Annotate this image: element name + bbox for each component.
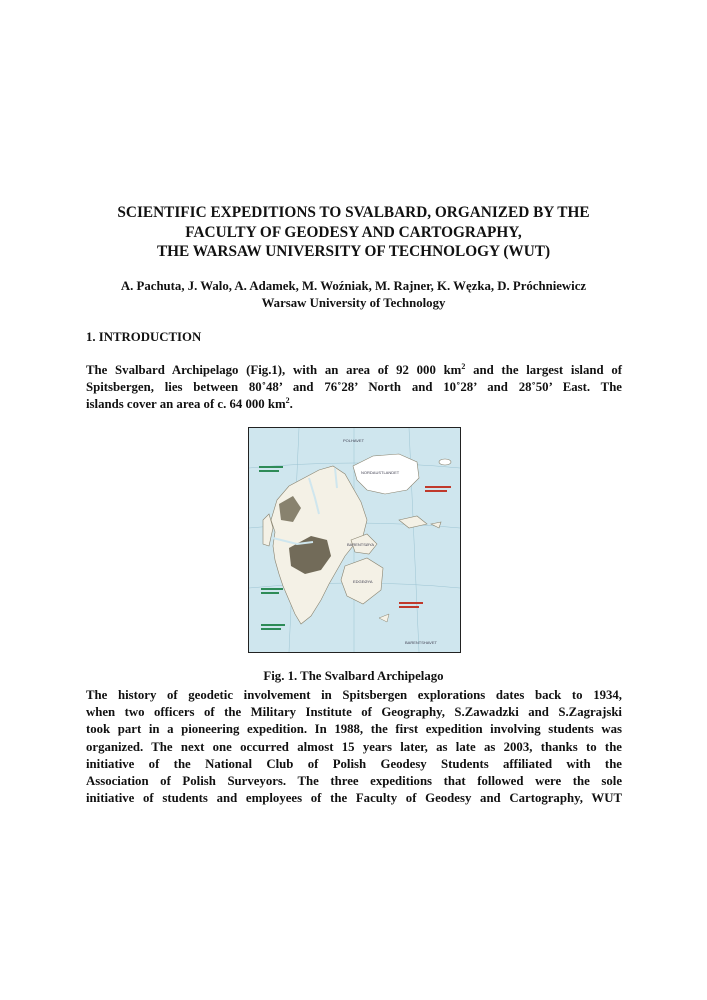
- intro-paragraph: [86, 362, 622, 414]
- title-line-3: THE WARSAW UNIVERSITY OF TECHNOLOGY (WUT): [156, 243, 551, 260]
- title-line-2: FACULTY OF GEODESY AND CARTOGRAPHY,: [185, 223, 522, 241]
- history-line-3: took part in a pioneering expedition. In 1988, the first expedition involving students was: [86, 722, 622, 737]
- map-label-barentsoya: BARENTSØYA: [347, 542, 375, 547]
- superscript-2: 2: [461, 362, 466, 371]
- intro-line-1-text-end: and the largest island of: [465, 363, 622, 377]
- superscript-2: 2: [285, 396, 290, 406]
- section-heading-introduction: 1. INTRODUCTION: [86, 330, 202, 344]
- map-label-polhavet: POLHAVET: [343, 438, 365, 443]
- paper-title: [60, 203, 647, 262]
- figure-caption: Fig. 1. The Svalbard Archipelago: [263, 669, 444, 683]
- map-island-kvitoya: [439, 459, 451, 465]
- history-line-4: organized. The next one occurred almost 15 years later, as late as 2003, thanks to the: [86, 739, 622, 754]
- history-line-6: Association of Polish Surveyors. The three expeditions that followed were the sole: [86, 773, 622, 788]
- intro-line-1-text: The Svalbard Archipelago (Fig.1), with an area of 92 000 km: [86, 363, 462, 377]
- intro-line-3: [86, 396, 622, 413]
- author-names: A. Pachuta, J. Walo, A. Adamek, M. Woźniak, M. Rajner, K. Węzka, D. Próchniewicz: [120, 279, 587, 293]
- history-line-2: when two officers of the Military Institute of Geography, S.Zawadzki and S.Zagrajski: [86, 705, 622, 720]
- history-line-5: initiative of the National Club of Polish Geodesy Students affiliated with the: [86, 756, 622, 771]
- history-line-1: The history of geodetic involvement in Spitsbergen explorations dates back to 1934,: [86, 688, 622, 702]
- author-block: [60, 278, 647, 312]
- history-paragraph: [86, 687, 622, 807]
- intro-line-1: [86, 362, 622, 379]
- intro-line-3-text-end: .: [289, 397, 293, 412]
- map-label-nordaustlandet: NORDAUSTLANDET: [361, 470, 400, 475]
- intro-line-3-text: islands cover an area of c. 64 000 km: [86, 397, 286, 412]
- author-affiliation: Warsaw University of Technology: [261, 296, 446, 310]
- map-label-barentshavet: BARENTSHAVET: [405, 640, 437, 645]
- history-line-7: initiative of students and employees of the Faculty of Geodesy and Cartography, WUT: [86, 791, 622, 806]
- title-line-1: SCIENTIFIC EXPEDITIONS TO SVALBARD, ORGANIZED BY THE: [117, 204, 590, 221]
- svalbard-map-figure: [248, 427, 461, 653]
- svalbard-map: [249, 428, 460, 652]
- map-label-edgeoya: EDGEØYA: [353, 579, 373, 584]
- intro-line-2: Spitsbergen, lies between 80˚48’ and 76˚28’ North and 10˚28’ and 28˚50’ East. The: [86, 380, 622, 395]
